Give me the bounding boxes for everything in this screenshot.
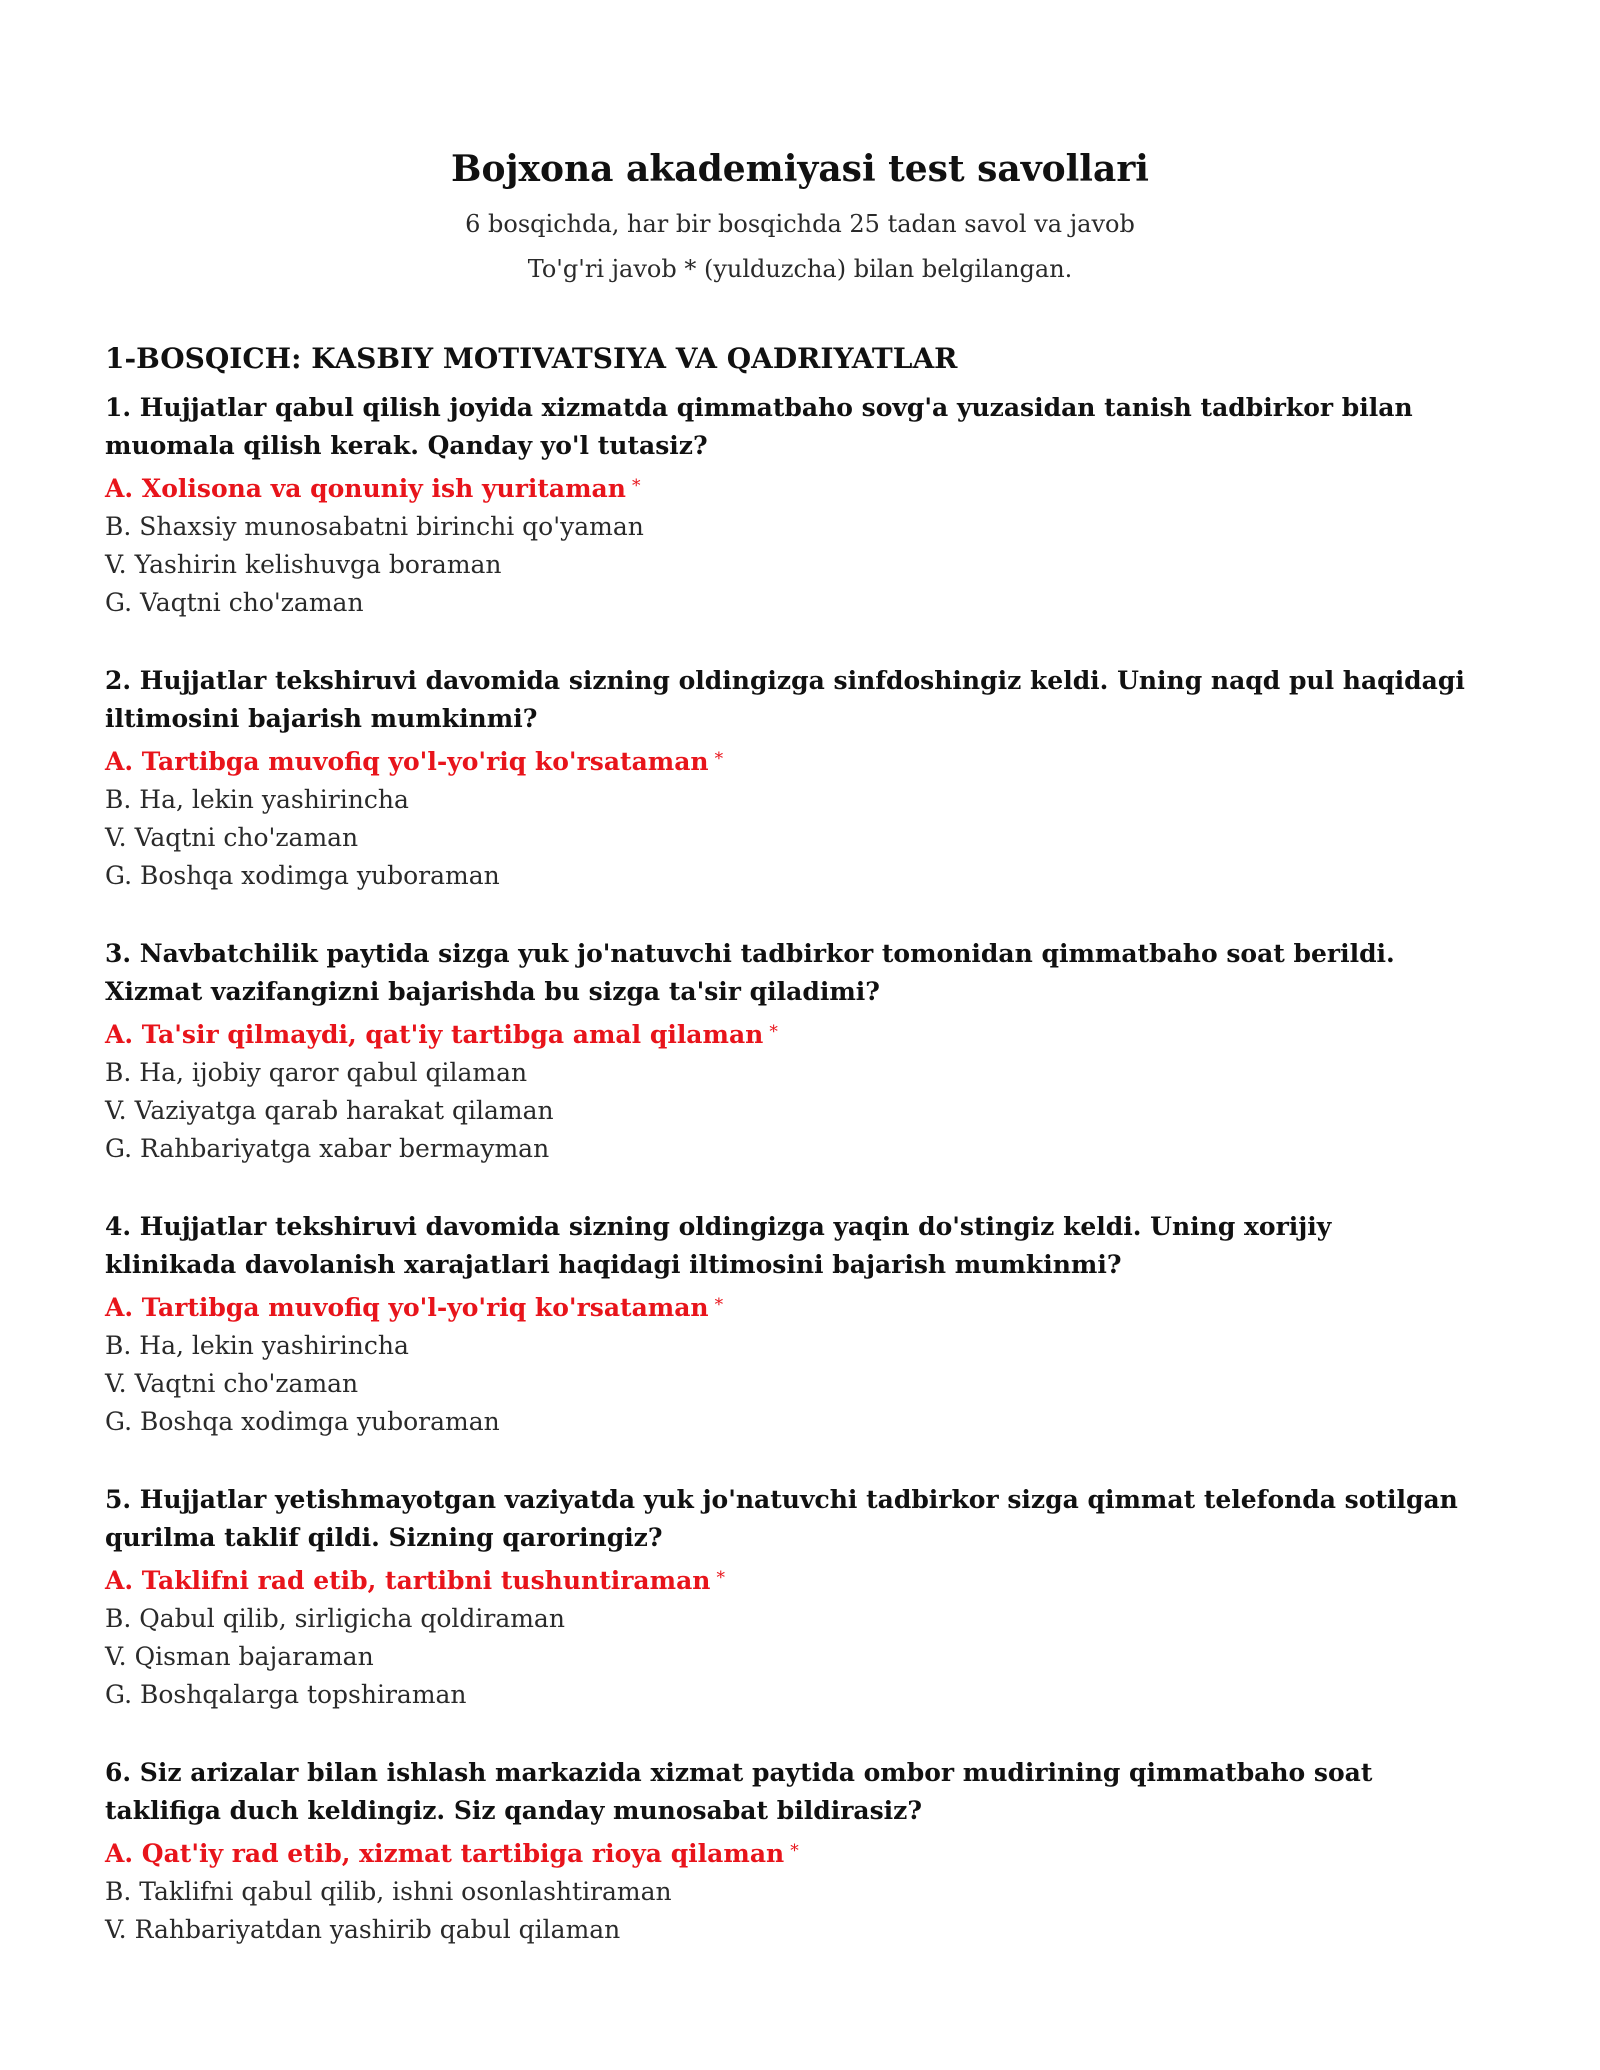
question-1: [105, 389, 1470, 622]
correct-star-marker: *: [790, 1841, 799, 1862]
correct-answer-text: A. Tartibga muvofiq yo'l-yo'riq ko'rsataman: [105, 1293, 709, 1323]
correct-answer: [105, 1832, 1470, 1873]
answer-option: B. Qabul qilib, sirligicha qoldiraman: [105, 1604, 565, 1634]
answer-key-note: To'g'ri javob * (yulduzcha) bilan belgilangan.: [527, 255, 1073, 284]
answer-option: B. Taklifni qabul qilib, ishni osonlashtiraman: [105, 1877, 672, 1907]
answer-option: G. Rahbariyatga xabar bermayman: [105, 1134, 550, 1164]
correct-answer: [105, 1559, 1470, 1600]
document-header: [105, 148, 1495, 286]
question-5: [105, 1481, 1470, 1714]
answer-option: V. Vaziyatga qarab harakat qilaman: [105, 1096, 554, 1126]
document-title: Bojxona akademiyasi test savollari: [451, 148, 1149, 190]
correct-answer-text: A. Qat'iy rad etib, xizmat tartibiga rioya qilaman: [105, 1839, 785, 1869]
answer-option: B. Ha, lekin yashirincha: [105, 1331, 409, 1361]
answer-option: G. Vaqtni cho'zaman: [105, 588, 364, 618]
answer-option: V. Qisman bajaraman: [105, 1642, 374, 1672]
correct-star-marker: *: [716, 1568, 725, 1589]
question-2: [105, 662, 1470, 895]
question-6: [105, 1754, 1470, 1949]
correct-star-marker: *: [631, 476, 641, 497]
answer-option: V. Rahbariyatdan yashirib qabul qilaman: [105, 1915, 621, 1945]
question-text: 2. Hujjatlar tekshiruvi davomida sizning oldingizga sinfdoshingiz keldi. Uning naqd pul haqidagi iltimosini bajarish mumkinmi?: [105, 666, 1465, 734]
question-text: 5. Hujjatlar yetishmayotgan vaziyatda yuk jo'natuvchi tadbirkor sizga qimmat telefonda sotilgan qurilma taklif qildi. Sizning qaroringiz?: [105, 1485, 1458, 1553]
answer-option: B. Ha, lekin yashirincha: [105, 785, 409, 815]
question-text: 4. Hujjatlar tekshiruvi davomida sizning oldingizga yaqin do'stingiz keldi. Uning xorijiy klinikada davolanish xarajatlari haqidagi iltimosini bajarish mumkinmi?: [105, 1212, 1332, 1280]
correct-star-marker: *: [769, 1022, 778, 1043]
correct-answer: [105, 1286, 1470, 1327]
answer-option: G. Boshqa xodimga yuboraman: [105, 861, 500, 891]
section-heading: 1-BOSQICH: KASBIY MOTIVATSIYA VA QADRIYATLAR: [105, 341, 958, 375]
answer-option: G. Boshqa xodimga yuboraman: [105, 1407, 500, 1437]
document-subtitle: 6 bosqichda, har bir bosqichda 25 tadan savol va javob: [465, 210, 1135, 239]
correct-answer-text: A. Tartibga muvofiq yo'l-yo'riq ko'rsataman: [105, 747, 709, 777]
correct-star-marker: *: [714, 1295, 724, 1316]
question-3: [105, 935, 1470, 1168]
correct-answer: [105, 467, 1470, 508]
question-text: 6. Siz arizalar bilan ishlash markazida xizmat paytida ombor mudirining qimmatbaho soat taklifiga duch keldingiz. Siz qanday munosabat bildirasiz?: [105, 1758, 1373, 1826]
correct-answer-text: A. Taklifni rad etib, tartibni tushuntiraman: [105, 1566, 711, 1596]
question-4: [105, 1208, 1470, 1441]
correct-answer-text: A. Ta'sir qilmaydi, qat'iy tartibga amal qilaman: [105, 1020, 764, 1050]
correct-answer: [105, 740, 1470, 781]
question-text: 1. Hujjatlar qabul qilish joyida xizmatda qimmatbaho sovg'a yuzasidan tanish tadbirkor bilan muomala qilish kerak. Qanday yo'l tutasiz?: [105, 393, 1413, 461]
question-text: 3. Navbatchilik paytida sizga yuk jo'natuvchi tadbirkor tomonidan qimmatbaho soat berildi. Xizmat vazifangizni bajarishda bu sizga ta'sir qiladimi?: [105, 939, 1395, 1007]
correct-answer-text: A. Xolisona va qonuniy ish yuritaman: [105, 474, 626, 504]
answer-option: V. Yashirin kelishuvga boraman: [105, 550, 502, 580]
correct-answer: [105, 1013, 1470, 1054]
answer-option: B. Shaxsiy munosabatni birinchi qo'yaman: [105, 512, 644, 542]
answer-option: V. Vaqtni cho'zaman: [105, 1369, 359, 1399]
answer-option: G. Boshqalarga topshiraman: [105, 1680, 467, 1710]
correct-star-marker: *: [714, 749, 724, 770]
answer-option: V. Vaqtni cho'zaman: [105, 823, 359, 853]
answer-option: B. Ha, ijobiy qaror qabul qilaman: [105, 1058, 528, 1088]
